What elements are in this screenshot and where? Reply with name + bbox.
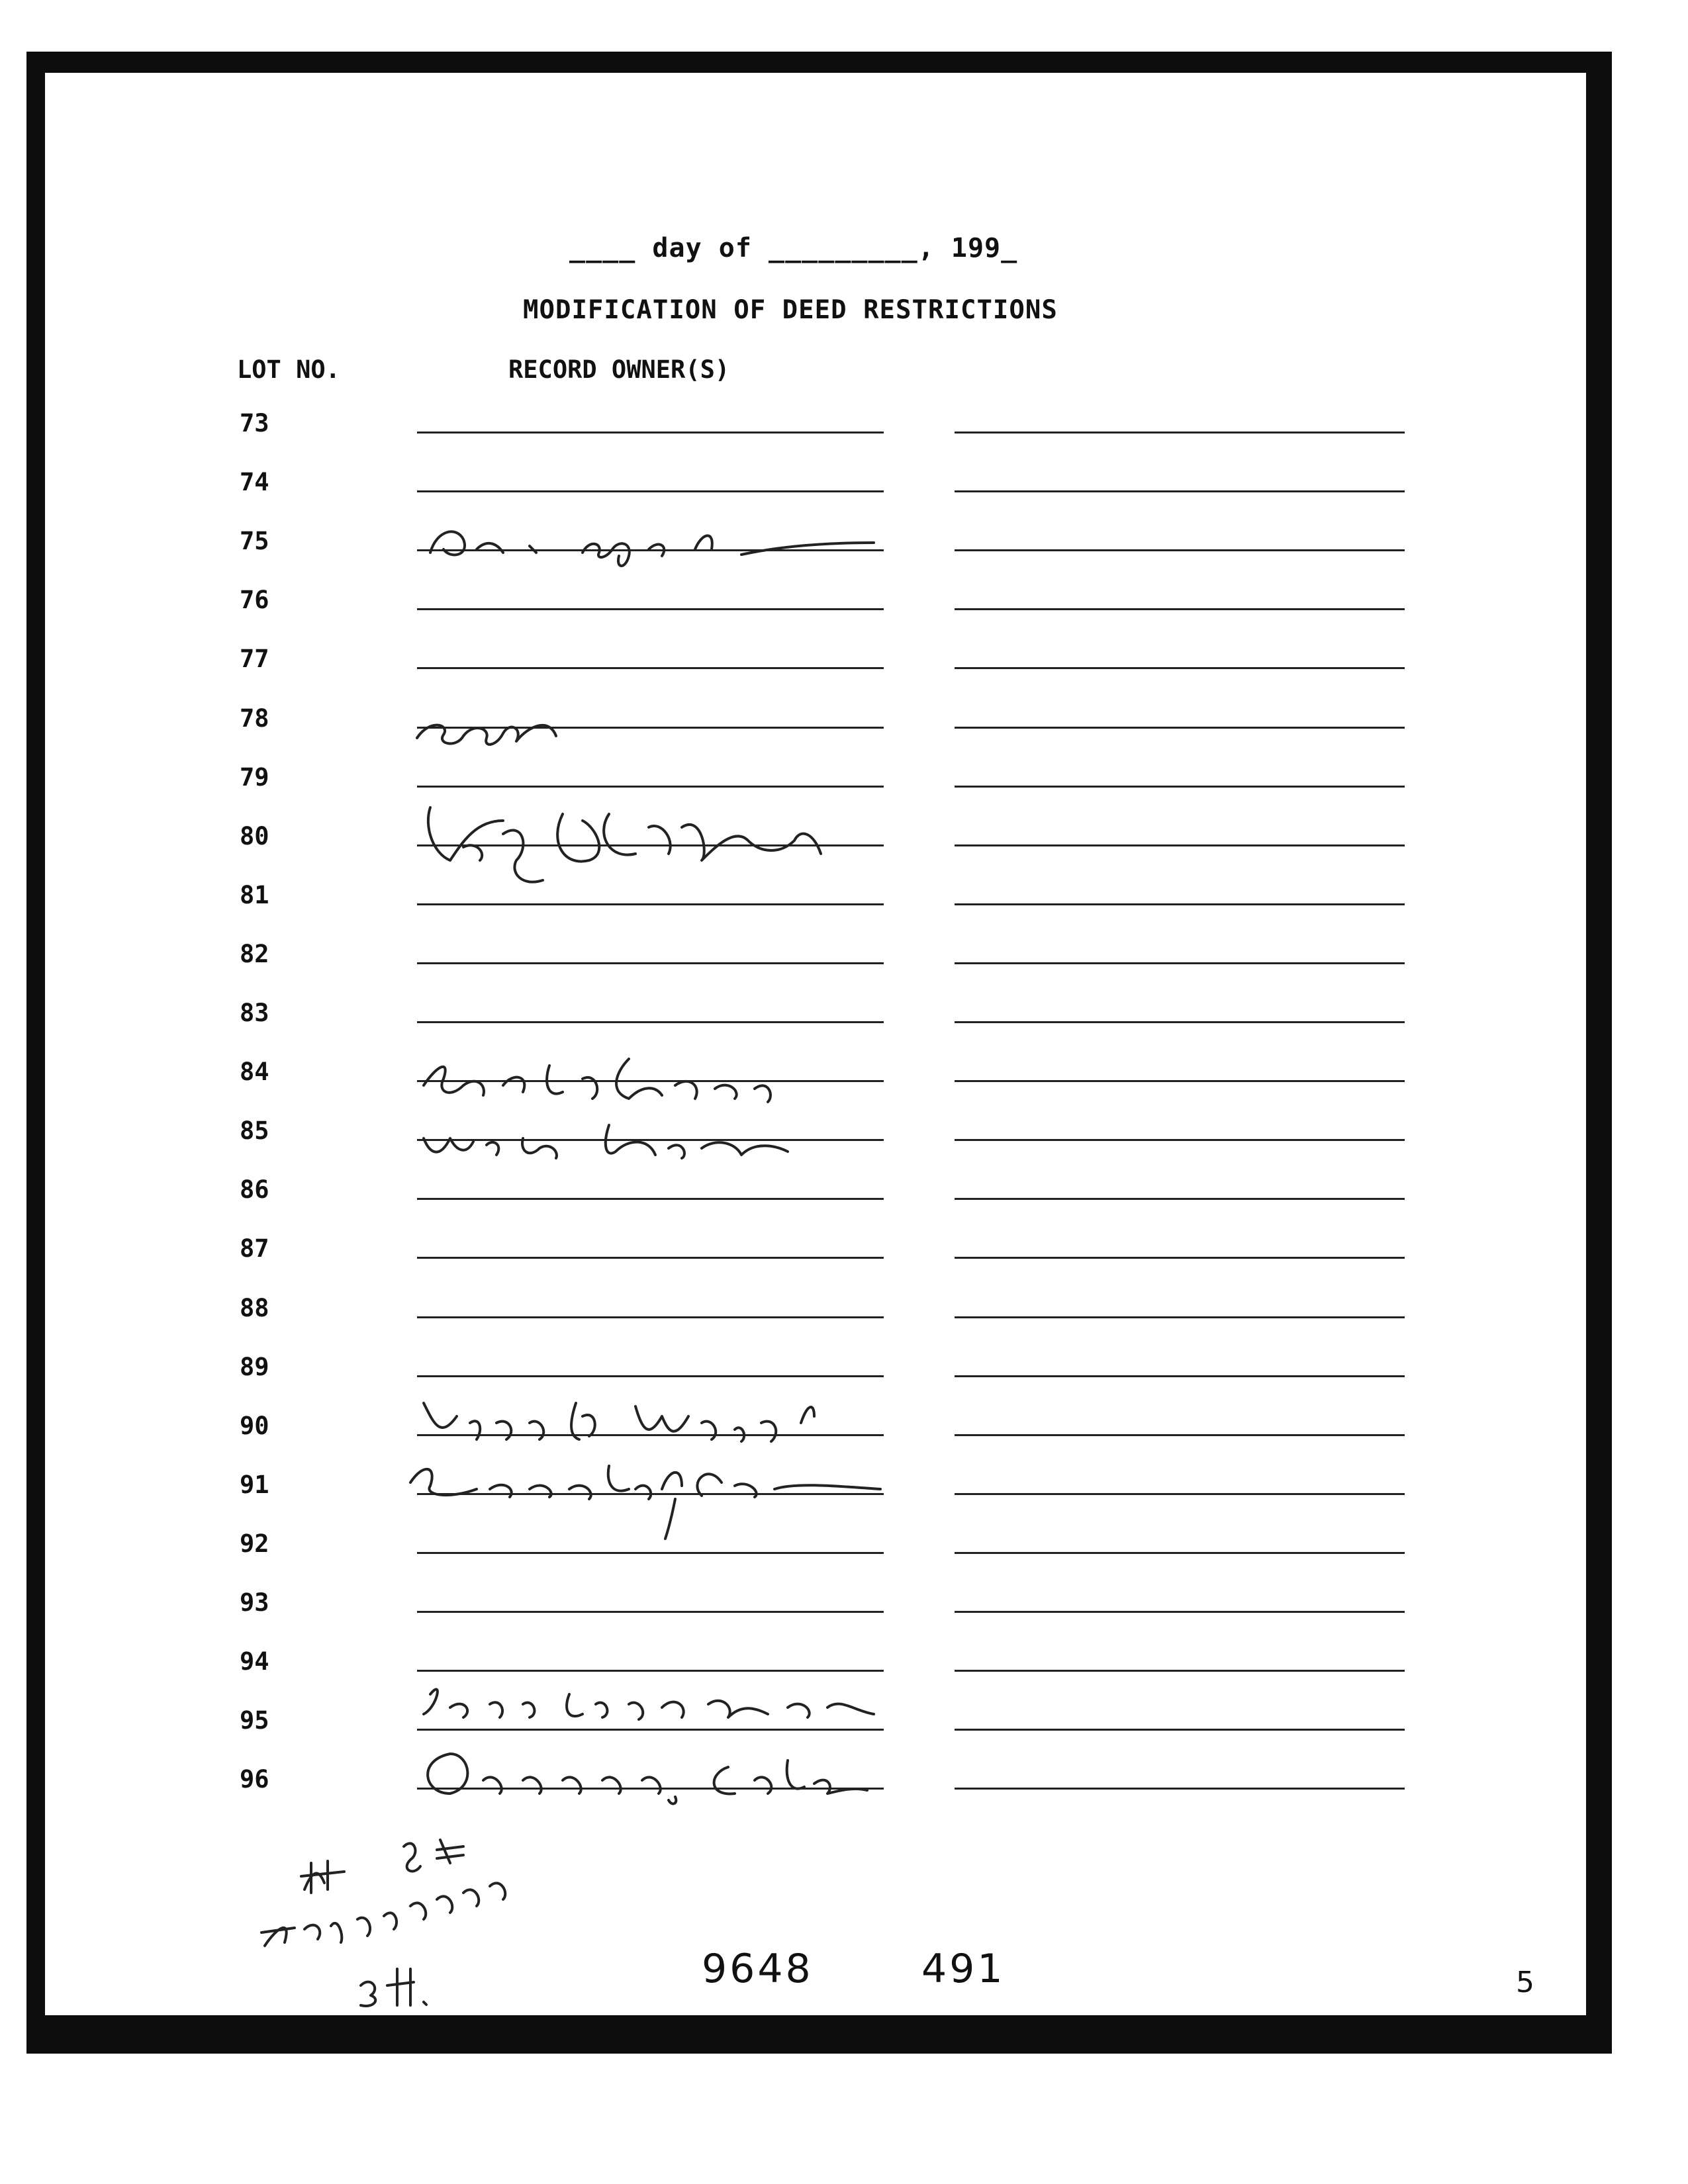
lot-row [0,1116,1688,1175]
owner-signature-line [417,903,884,905]
lot-number: 79 [240,762,269,792]
owner-signature-line [417,1670,884,1672]
second-owner-signature-line [955,608,1405,610]
owner-signature-line [417,490,884,492]
owner-signature-line [417,1375,884,1377]
second-owner-signature-line [955,1611,1405,1613]
second-owner-signature-line [955,1729,1405,1731]
owner-signature-line [417,1788,884,1790]
second-owner-signature-line [955,844,1405,846]
lot-number: 94 [240,1647,269,1676]
second-owner-signature-line [955,1198,1405,1200]
lot-number: 78 [240,704,269,733]
owner-signature-line [417,1552,884,1554]
second-owner-signature-line [955,549,1405,551]
lot-row [0,881,1688,940]
owner-signature-line [417,1316,884,1318]
lot-row [0,704,1688,763]
second-owner-signature-line [955,667,1405,669]
date-line: ____ day of _________, 199_ [569,233,1018,263]
second-owner-signature-line [955,1257,1405,1259]
lot-number: 92 [240,1529,269,1558]
lot-row [0,645,1688,704]
owner-signature-line [417,727,884,729]
record-owners-header: RECORD OWNER(S) [508,355,730,384]
owner-signature-line [417,549,884,551]
lot-number: 90 [240,1411,269,1440]
second-owner-signature-line [955,727,1405,729]
lot-number: 88 [240,1293,269,1322]
lot-number: 91 [240,1470,269,1499]
lot-row [0,1588,1688,1647]
lot-row [0,1234,1688,1293]
footer-number-1: 9648 [702,1946,814,1992]
owner-signature-line [417,1257,884,1259]
second-owner-signature-line [955,1139,1405,1141]
lot-row [0,822,1688,881]
second-owner-signature-line [955,1080,1405,1082]
owner-signature-line [417,786,884,788]
lot-number: 76 [240,586,269,615]
lot-number: 75 [240,527,269,556]
second-owner-signature-line [955,1670,1405,1672]
lot-number: 82 [240,939,269,968]
footer-number-2: 491 [921,1946,1006,1992]
lot-number: 95 [240,1706,269,1735]
lot-number: 84 [240,1058,269,1087]
second-owner-signature-line [955,1434,1405,1436]
second-owner-signature-line [955,1021,1405,1023]
owner-signature-line [417,667,884,669]
owner-signature-line [417,608,884,610]
lot-row [0,1294,1688,1353]
lot-number-header: LOT NO. [237,355,340,384]
second-owner-signature-line [955,490,1405,492]
second-owner-signature-line [955,1552,1405,1554]
lot-number: 96 [240,1765,269,1794]
lot-row [0,1647,1688,1706]
owner-signature-line [417,1139,884,1141]
lot-row [0,763,1688,822]
second-owner-signature-line [955,432,1405,433]
owner-signature-line [417,1729,884,1731]
lot-row [0,468,1688,527]
lot-number: 74 [240,468,269,497]
lot-row [0,409,1688,468]
second-owner-signature-line [955,1788,1405,1790]
lot-row [0,999,1688,1058]
lot-number: 80 [240,821,269,850]
owner-signature-line [417,1021,884,1023]
owner-signature-line [417,432,884,433]
lot-row [0,586,1688,645]
lot-row [0,1175,1688,1234]
second-owner-signature-line [955,1316,1405,1318]
lot-row [0,527,1688,586]
lot-row [0,1765,1688,1824]
second-owner-signature-line [955,1493,1405,1495]
lot-row [0,1471,1688,1529]
lot-row [0,1353,1688,1412]
document-title: MODIFICATION OF DEED RESTRICTIONS [523,295,1058,325]
second-owner-signature-line [955,1375,1405,1377]
lot-number: 89 [240,1352,269,1381]
owner-signature-line [417,962,884,964]
owner-signature-line [417,1080,884,1082]
lot-number: 77 [240,645,269,674]
lot-number: 93 [240,1588,269,1617]
owner-signature-line [417,1493,884,1495]
second-owner-signature-line [955,962,1405,964]
lot-row [0,1706,1688,1765]
lot-row [0,1058,1688,1116]
lot-row [0,1529,1688,1588]
owner-signature-line [417,1611,884,1613]
corner-mark: 5 [1516,1966,1534,1999]
owner-signature-line [417,1434,884,1436]
lot-row [0,940,1688,999]
lot-number: 86 [240,1175,269,1205]
second-owner-signature-line [955,903,1405,905]
lot-number: 83 [240,999,269,1027]
lot-number: 85 [240,1116,269,1146]
owner-signature-line [417,844,884,846]
lot-row [0,1412,1688,1471]
second-owner-signature-line [955,786,1405,788]
lot-number: 81 [240,880,269,909]
lot-number: 73 [240,409,269,437]
lot-number: 87 [240,1234,269,1263]
owner-signature-line [417,1198,884,1200]
